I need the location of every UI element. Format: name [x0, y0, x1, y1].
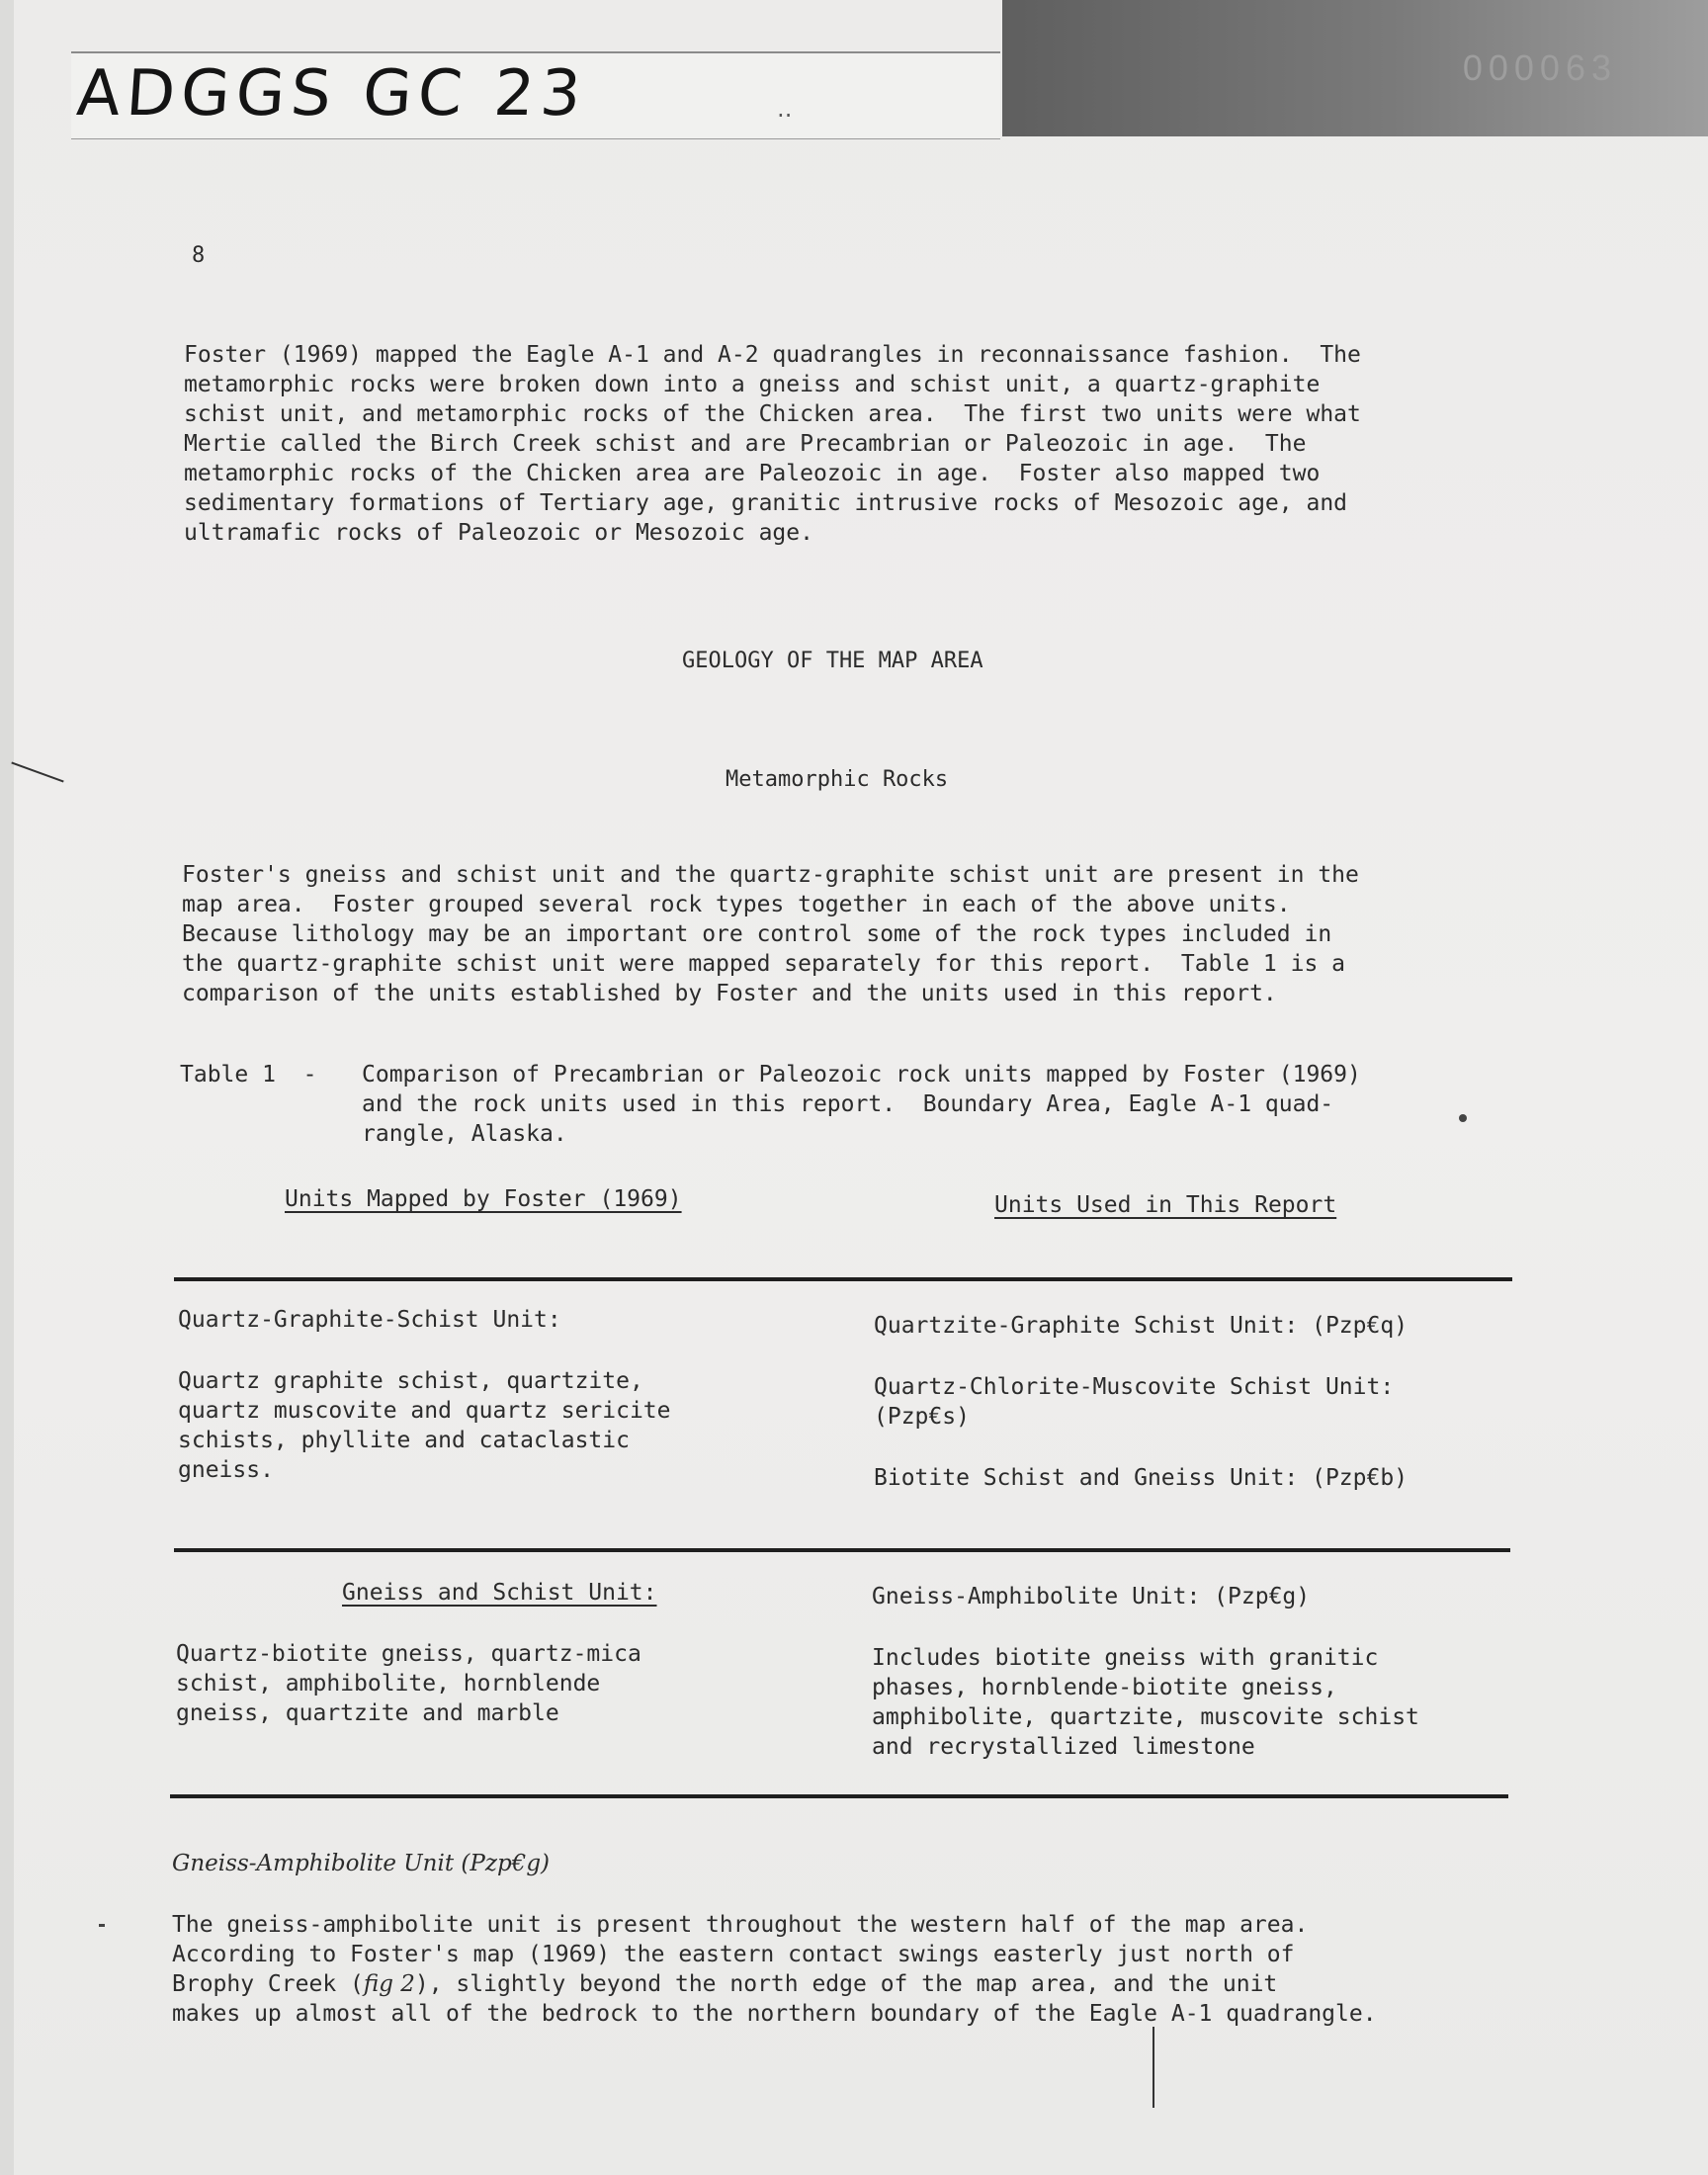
paragraph-line: makes up almost all of the bedrock to the northern boundary of the Eagle A-1 quadrangle.: [172, 2001, 1377, 2027]
table-rule-bottom: [170, 1794, 1508, 1798]
paragraph-line: Because lithology may be an important ore control some of the rock types included in: [182, 921, 1332, 947]
table-caption-label: Table 1 -: [180, 1062, 317, 1088]
report-unit-line: Biotite Schist and Gneiss Unit: (Pzp€b): [874, 1465, 1409, 1491]
foster-unit-title: Quartz-Graphite-Schist Unit:: [178, 1307, 561, 1333]
table-rule-middle: [174, 1548, 1510, 1552]
paragraph-line: Foster's gneiss and schist unit and the quartz-graphite schist unit are present in the: [182, 862, 1359, 888]
paragraph-line: the quartz-graphite schist unit were mapped separately for this report. Table 1 is a: [182, 951, 1346, 977]
report-unit-desc-line: Includes biotite gneiss with granitic: [872, 1645, 1379, 1671]
subsection-title: Metamorphic Rocks: [726, 767, 949, 792]
paragraph-line: Mertie called the Birch Creek schist and are Precambrian or Paleozoic in age. The: [184, 431, 1307, 457]
page-stamp-number: 000063: [1462, 47, 1617, 88]
caption-line: Comparison of Precambrian or Paleozoic rock units mapped by Foster (1969): [362, 1062, 1361, 1088]
report-unit-line: (Pzp€s): [874, 1404, 970, 1430]
paragraph-line: metamorphic rocks of the Chicken area are Paleozoic in age. Foster also mapped two: [184, 461, 1321, 486]
paragraph-line: metamorphic rocks were broken down into a gneiss and schist unit, a quartz-graphite: [184, 372, 1321, 397]
margin-mark: [11, 761, 63, 782]
foster-unit-desc-line: schists, phyllite and cataclastic: [178, 1428, 630, 1453]
foster-unit-desc-line: gneiss, quartzite and marble: [176, 1700, 559, 1726]
pen-stroke-mark: [1153, 2027, 1154, 2108]
paragraph-line: [172, 1969, 1277, 1999]
stray-ink-dot: [1459, 1114, 1467, 1122]
paragraph-line: schist unit, and metamorphic rocks of the Chicken area. The first two units were what: [184, 401, 1361, 427]
text-span: ), slightly beyond the north edge of the map area, and the unit: [414, 1971, 1278, 1997]
caption-line: rangle, Alaska.: [362, 1121, 567, 1147]
section-title: GEOLOGY OF THE MAP AREA: [682, 649, 983, 673]
foster-unit-desc-line: Quartz graphite schist, quartzite,: [178, 1368, 643, 1394]
paragraph-line: map area. Foster grouped several rock types together in each of the above units.: [182, 892, 1291, 917]
foster-unit-title: Gneiss and Schist Unit:: [342, 1580, 657, 1606]
report-unit-desc-line: and recrystallized limestone: [872, 1734, 1255, 1760]
report-unit-desc-line: phases, hornblende-biotite gneiss,: [872, 1675, 1337, 1700]
table-header-left: Units Mapped by Foster (1969): [285, 1186, 682, 1212]
page-edge-shadow: [0, 0, 14, 2175]
paragraph-line: sedimentary formations of Tertiary age, granitic intrusive rocks of Mesozoic age, and: [184, 490, 1348, 516]
paragraph-line: According to Foster's map (1969) the eastern contact swings easterly just north of: [172, 1942, 1295, 1967]
page-number: 8: [192, 243, 206, 268]
caption-line: and the rock units used in this report. Boundary Area, Eagle A-1 quad-: [362, 1091, 1334, 1117]
foster-unit-desc-line: schist, amphibolite, hornblende: [176, 1671, 601, 1696]
figure-reference: fig 2: [363, 1971, 415, 1997]
foster-unit-desc-line: quartz muscovite and quartz sericite: [178, 1398, 671, 1424]
table-header-right: Units Used in This Report: [994, 1192, 1337, 1218]
stray-dots: ․․: [777, 97, 793, 123]
paragraph-line: comparison of the units established by Foster and the units used in this report.: [182, 981, 1277, 1006]
report-unit-desc-line: amphibolite, quartzite, muscovite schist: [872, 1704, 1419, 1730]
paragraph-line: The gneiss-amphibolite unit is present throughout the western half of the map area.: [172, 1912, 1309, 1938]
table-rule-top: [174, 1277, 1512, 1281]
handwritten-archive-label: ADGGS GC 23: [74, 57, 589, 130]
foster-unit-desc-line: gneiss.: [178, 1457, 274, 1483]
foster-unit-desc-line: Quartz-biotite gneiss, quartz-mica: [176, 1641, 641, 1667]
unit-section-heading: Gneiss-Amphibolite Unit (Pzp€g): [172, 1851, 551, 1876]
report-unit-line: Quartzite-Graphite Schist Unit: (Pzp€q): [874, 1313, 1409, 1339]
report-unit-line: Quartz-Chlorite-Muscovite Schist Unit:: [874, 1374, 1395, 1400]
margin-dash: [99, 1924, 105, 1927]
text-span: Brophy Creek (: [172, 1971, 364, 1997]
paragraph-line: Foster (1969) mapped the Eagle A-1 and A-2 quadrangles in reconnaissance fashion. The: [184, 342, 1361, 368]
report-unit-title: Gneiss-Amphibolite Unit: (Pzp€g): [872, 1584, 1311, 1610]
paragraph-line: ultramafic rocks of Paleozoic or Mesozoic age.: [184, 520, 813, 546]
